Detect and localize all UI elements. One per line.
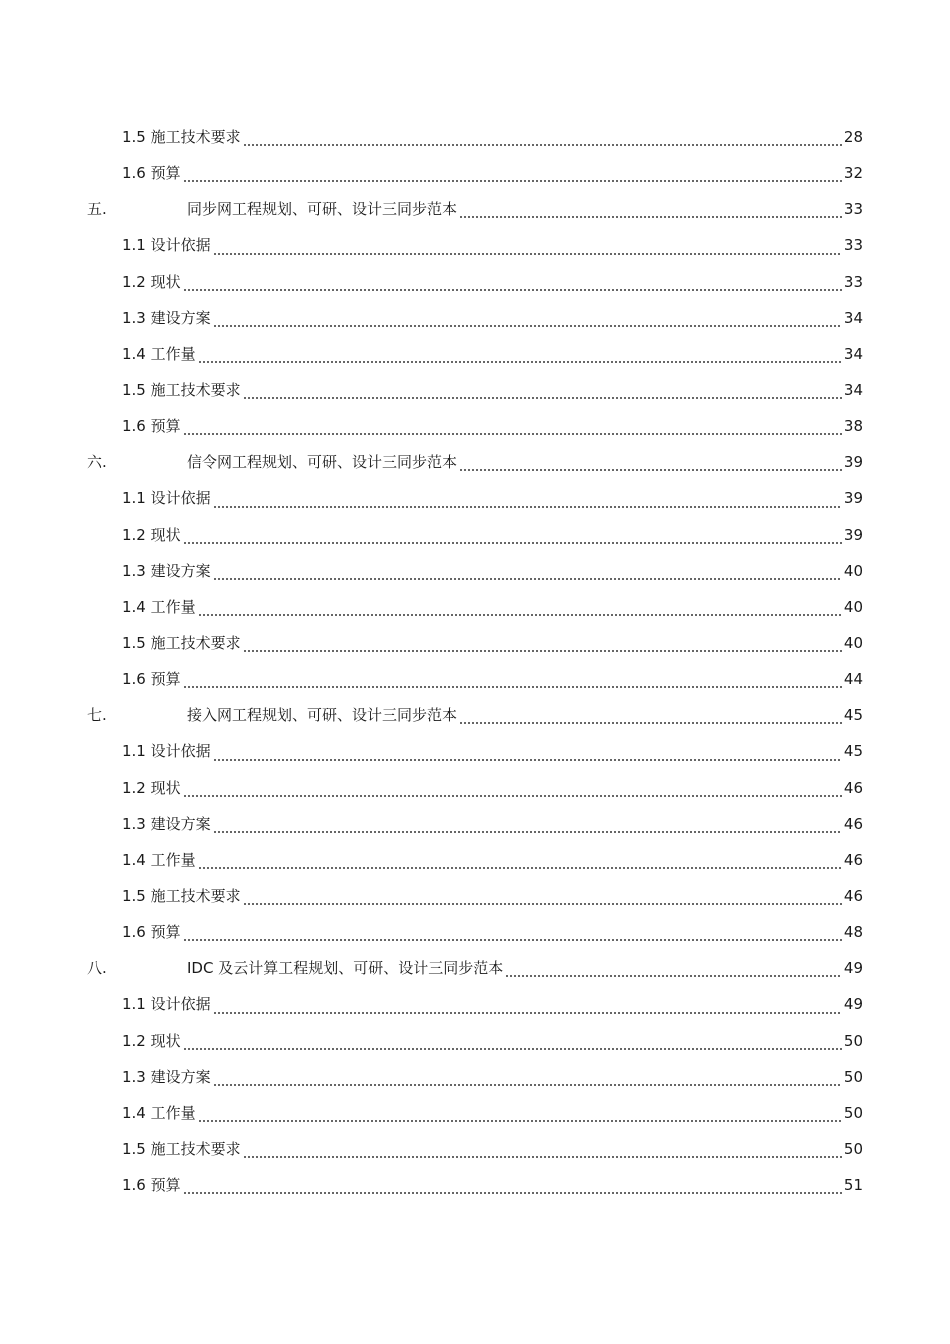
toc-entry-title: 1.1 设计依据 — [122, 995, 211, 1014]
toc-section-entry[interactable] — [0, 553, 950, 589]
toc-page-number: 34 — [843, 344, 863, 363]
toc-page-number: 50 — [843, 1103, 863, 1122]
toc-section-entry[interactable] — [0, 1131, 950, 1167]
toc-dot-leader — [198, 867, 842, 869]
toc-dot-leader — [198, 1120, 842, 1122]
toc-page-number: 39 — [843, 525, 863, 544]
toc-dot-leader — [213, 1012, 842, 1014]
toc-dot-leader — [243, 144, 842, 146]
toc-entry-title: 1.5 施工技术要求 — [122, 128, 241, 147]
toc-page-number: 40 — [843, 561, 863, 580]
toc-section-entry[interactable] — [0, 625, 950, 661]
toc-chapter-number: 七. — [87, 706, 107, 725]
toc-page-number: 50 — [843, 1067, 863, 1086]
toc-entry-title: 1.1 设计依据 — [122, 742, 211, 761]
toc-chapter-entry[interactable] — [0, 444, 950, 480]
toc-page-number: 49 — [843, 995, 863, 1014]
toc-entry-title: 1.3 建设方案 — [122, 308, 211, 327]
toc-dot-leader — [183, 795, 842, 797]
toc-section-entry[interactable] — [0, 842, 950, 878]
toc-page-number: 32 — [843, 164, 863, 183]
toc-page-number: 39 — [843, 489, 863, 508]
toc-dot-leader — [459, 722, 842, 724]
toc-entry-title: 1.5 施工技术要求 — [122, 887, 241, 906]
toc-dot-leader — [243, 397, 842, 399]
toc-page-number: 33 — [843, 236, 863, 255]
toc-page-number: 40 — [843, 634, 863, 653]
toc-page-number: 46 — [843, 814, 863, 833]
toc-page-number: 28 — [843, 128, 863, 147]
toc-page-number: 40 — [843, 597, 863, 616]
toc-section-entry[interactable] — [0, 372, 950, 408]
toc-dot-leader — [213, 253, 842, 255]
toc-entry-title: 1.6 预算 — [122, 1176, 181, 1195]
toc-page-number: 44 — [843, 670, 863, 689]
toc-entry-title: 1.3 建设方案 — [122, 814, 211, 833]
toc-entry-title: 1.2 现状 — [122, 1031, 181, 1050]
toc-page-number: 46 — [843, 850, 863, 869]
toc-dot-leader — [183, 1048, 842, 1050]
toc-section-entry[interactable] — [0, 119, 950, 155]
toc-dot-leader — [183, 433, 842, 435]
toc-section-entry[interactable] — [0, 408, 950, 444]
toc-entry-title: 1.2 现状 — [122, 272, 181, 291]
toc-page-number: 51 — [843, 1176, 863, 1195]
toc-entry-title: 同步网工程规划、可研、设计三同步范本 — [187, 200, 458, 219]
toc-entry-title: 1.3 建设方案 — [122, 561, 211, 580]
toc-dot-leader — [183, 1192, 842, 1194]
toc-page-number: 38 — [843, 417, 863, 436]
toc-entry-title: 1.5 施工技术要求 — [122, 634, 241, 653]
toc-entry-title: 1.2 现状 — [122, 778, 181, 797]
toc-page-number: 46 — [843, 887, 863, 906]
toc-page-number: 50 — [843, 1140, 863, 1158]
toc-chapter-entry[interactable] — [0, 950, 950, 986]
toc-section-entry[interactable] — [0, 661, 950, 697]
toc-section-entry[interactable] — [0, 264, 950, 300]
toc-page-number: 34 — [843, 381, 863, 400]
toc-section-entry[interactable] — [0, 914, 950, 950]
toc-entry-title: 1.6 预算 — [122, 164, 181, 183]
toc-entry-title: 1.1 设计依据 — [122, 236, 211, 255]
toc-page-number: 48 — [843, 923, 863, 942]
toc-dot-leader — [198, 361, 842, 363]
toc-chapter-number: 五. — [87, 200, 107, 219]
toc-page-number: 45 — [843, 706, 863, 725]
toc-section-entry[interactable] — [0, 227, 950, 263]
toc-dot-leader — [213, 325, 842, 327]
toc-chapter-number: 八. — [87, 959, 107, 978]
toc-dot-leader — [213, 759, 842, 761]
toc-entry-title: 1.5 施工技术要求 — [122, 381, 241, 400]
toc-entry-title: 1.4 工作量 — [122, 597, 196, 616]
toc-entry-title: 1.5 施工技术要求 — [122, 1140, 241, 1158]
toc-section-entry[interactable] — [0, 1023, 950, 1059]
toc-page-number: 49 — [843, 959, 863, 978]
toc-section-entry[interactable] — [0, 480, 950, 516]
toc-dot-leader — [183, 180, 842, 182]
toc-dot-leader — [505, 975, 842, 977]
toc-section-entry[interactable] — [0, 300, 950, 336]
toc-entry-title: 1.1 设计依据 — [122, 489, 211, 508]
toc-page-number: 46 — [843, 778, 863, 797]
toc-section-entry[interactable] — [0, 986, 950, 1022]
toc-section-entry[interactable] — [0, 1059, 950, 1095]
toc-entry-title: 1.3 建设方案 — [122, 1067, 211, 1086]
toc-entry-title: 1.6 预算 — [122, 923, 181, 942]
toc-dot-leader — [213, 831, 842, 833]
toc-section-entry[interactable] — [0, 155, 950, 191]
toc-page-number: 45 — [843, 742, 863, 761]
toc-dot-leader — [183, 686, 842, 688]
toc-entry-title: 1.2 现状 — [122, 525, 181, 544]
table-of-contents — [0, 119, 950, 1203]
toc-dot-leader — [213, 1084, 842, 1086]
toc-entry-title: 接入网工程规划、可研、设计三同步范本 — [187, 706, 458, 725]
toc-page-number: 50 — [843, 1031, 863, 1050]
toc-section-entry[interactable] — [0, 770, 950, 806]
toc-dot-leader — [459, 216, 842, 218]
toc-section-entry[interactable] — [0, 517, 950, 553]
toc-entry-title: 1.4 工作量 — [122, 850, 196, 869]
toc-chapter-entry[interactable] — [0, 697, 950, 733]
toc-section-entry[interactable] — [0, 589, 950, 625]
toc-section-entry[interactable] — [0, 733, 950, 769]
toc-entry-title: 1.6 预算 — [122, 417, 181, 436]
toc-dot-leader — [213, 506, 842, 508]
toc-entry-title: 1.4 工作量 — [122, 344, 196, 363]
toc-page-number: 33 — [843, 272, 863, 291]
toc-dot-leader — [183, 289, 842, 291]
toc-dot-leader — [243, 903, 842, 905]
toc-section-entry[interactable] — [0, 806, 950, 842]
toc-chapter-number: 六. — [87, 453, 107, 472]
toc-entry-title: 1.6 预算 — [122, 670, 181, 689]
toc-dot-leader — [213, 578, 842, 580]
toc-section-entry[interactable] — [0, 1095, 950, 1131]
toc-entry-title: 1.4 工作量 — [122, 1103, 196, 1122]
toc-section-entry[interactable] — [0, 1167, 950, 1203]
toc-page-number: 33 — [843, 200, 863, 219]
toc-section-entry[interactable] — [0, 878, 950, 914]
toc-dot-leader — [183, 542, 842, 544]
toc-entry-title: IDC 及云计算工程规划、可研、设计三同步范本 — [187, 959, 504, 978]
toc-dot-leader — [183, 939, 842, 941]
toc-page-number: 34 — [843, 308, 863, 327]
toc-section-entry[interactable] — [0, 336, 950, 372]
toc-chapter-entry[interactable] — [0, 191, 950, 227]
toc-dot-leader — [243, 650, 842, 652]
toc-dot-leader — [198, 614, 842, 616]
toc-entry-title: 信令网工程规划、可研、设计三同步范本 — [187, 453, 458, 472]
toc-dot-leader — [243, 1156, 842, 1158]
toc-page-number: 39 — [843, 453, 863, 472]
toc-dot-leader — [459, 469, 842, 471]
